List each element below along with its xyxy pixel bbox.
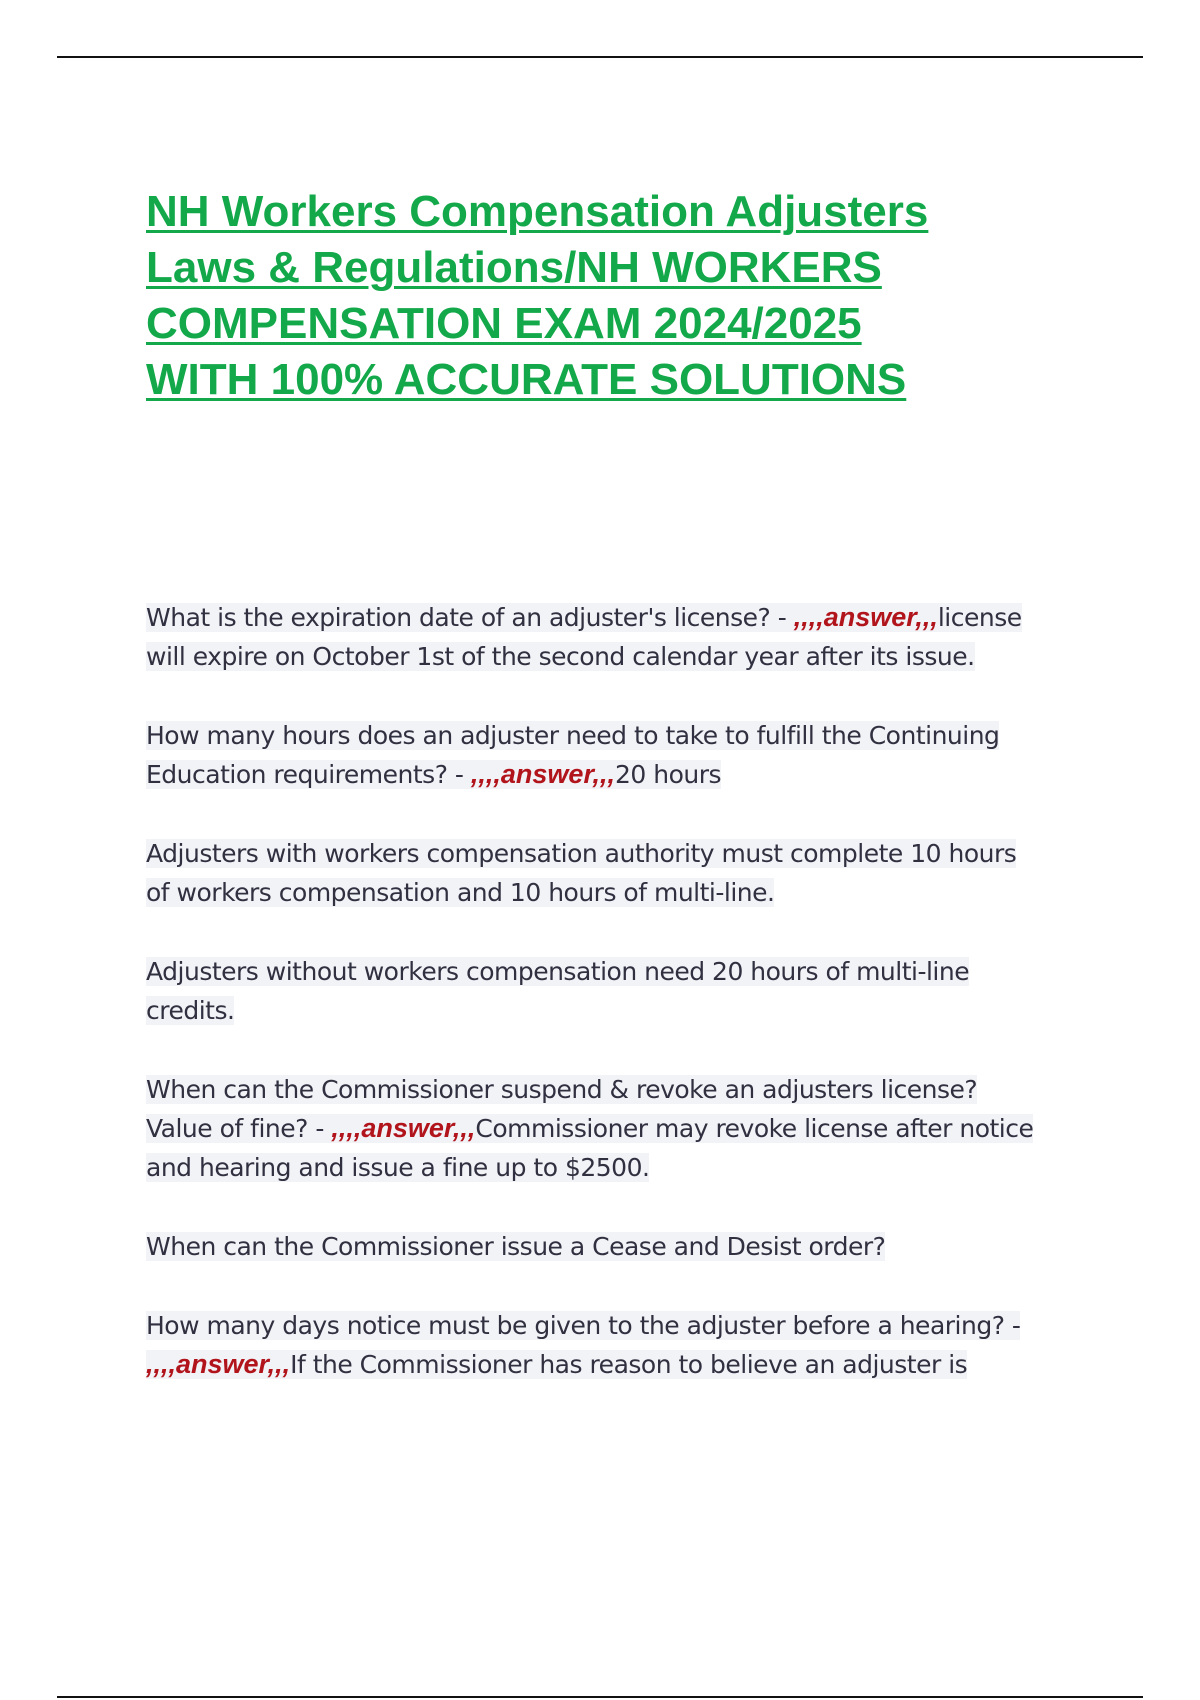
title-line: Laws & Regulations/NH WORKERS [146, 243, 882, 292]
highlighted-text [146, 721, 999, 750]
answer-text: 20 hours [614, 760, 722, 789]
qa-paragraph [146, 834, 1096, 912]
answer-marker: ,,,,answer,,, [470, 759, 615, 789]
qa-paragraph [146, 1227, 1096, 1266]
text-line [146, 1227, 1096, 1266]
title-line: NH Workers Compensation Adjusters [146, 187, 929, 236]
highlighted-text [146, 878, 774, 907]
highlighted-text [146, 642, 975, 671]
top-rule [57, 56, 1143, 58]
text-line [146, 716, 1096, 755]
text-line [146, 1345, 1096, 1384]
line-text: Education requirements? - [146, 760, 471, 789]
answer-text: Commissioner may revoke license after notice [475, 1114, 1034, 1143]
text-line [146, 834, 1096, 873]
qa-paragraph [146, 598, 1096, 676]
highlighted-text [146, 839, 1016, 868]
line-text: What is the expiration date of an adjuster's license? - [146, 603, 794, 632]
text-line [146, 1070, 1096, 1109]
line-text: When can the Commissioner issue a Cease and Desist order? [146, 1232, 886, 1261]
highlighted-text [146, 957, 969, 986]
title-line: WITH 100% ACCURATE SOLUTIONS [146, 355, 907, 404]
highlighted-text [146, 1114, 1033, 1143]
highlighted-text [146, 1153, 649, 1182]
answer-marker: ,,,,answer,,, [331, 1113, 476, 1143]
highlighted-text [146, 1232, 885, 1261]
text-line [146, 637, 1096, 676]
line-text: will expire on October 1st of the second calendar year after its issue. [146, 642, 975, 671]
bottom-rule [57, 1696, 1143, 1698]
qa-paragraph [146, 1306, 1096, 1384]
text-line [146, 991, 1096, 1030]
qa-content [146, 598, 1096, 1424]
text-line [146, 598, 1096, 637]
text-line [146, 1306, 1096, 1345]
text-line [146, 873, 1096, 912]
line-text: When can the Commissioner suspend & revoke an adjusters license? [146, 1075, 978, 1104]
answer-marker: ,,,,answer,,, [793, 602, 938, 632]
title-line: COMPENSATION EXAM 2024/2025 [146, 299, 862, 348]
answer-text: If the Commissioner has reason to believe an adjuster is [290, 1350, 968, 1379]
highlighted-text [146, 996, 234, 1025]
highlighted-text [146, 760, 721, 789]
highlighted-text [146, 1311, 1020, 1340]
line-text: Adjusters with workers compensation authority must complete 10 hours [146, 839, 1017, 868]
line-text: Adjusters without workers compensation need 20 hours of multi-line [146, 957, 970, 986]
qa-paragraph [146, 716, 1096, 794]
qa-paragraph [146, 1070, 1096, 1187]
text-line [146, 755, 1096, 794]
line-text: and hearing and issue a fine up to $2500. [146, 1153, 650, 1182]
qa-paragraph [146, 952, 1096, 1030]
highlighted-text [146, 1350, 967, 1379]
line-text: How many days notice must be given to the adjuster before a hearing? - [146, 1311, 1021, 1340]
line-text: of workers compensation and 10 hours of multi-line. [146, 878, 775, 907]
text-line [146, 1148, 1096, 1187]
line-text: How many hours does an adjuster need to take to fulfill the Continuing [146, 721, 1000, 750]
answer-text: license [937, 603, 1022, 632]
highlighted-text [146, 1075, 977, 1104]
text-line [146, 952, 1096, 991]
answer-marker: ,,,,answer,,, [146, 1349, 291, 1379]
text-line [146, 1109, 1096, 1148]
line-text: Value of fine? - [146, 1114, 332, 1143]
line-text: credits. [146, 996, 235, 1025]
document-title [146, 184, 1076, 408]
highlighted-text [146, 603, 1022, 632]
